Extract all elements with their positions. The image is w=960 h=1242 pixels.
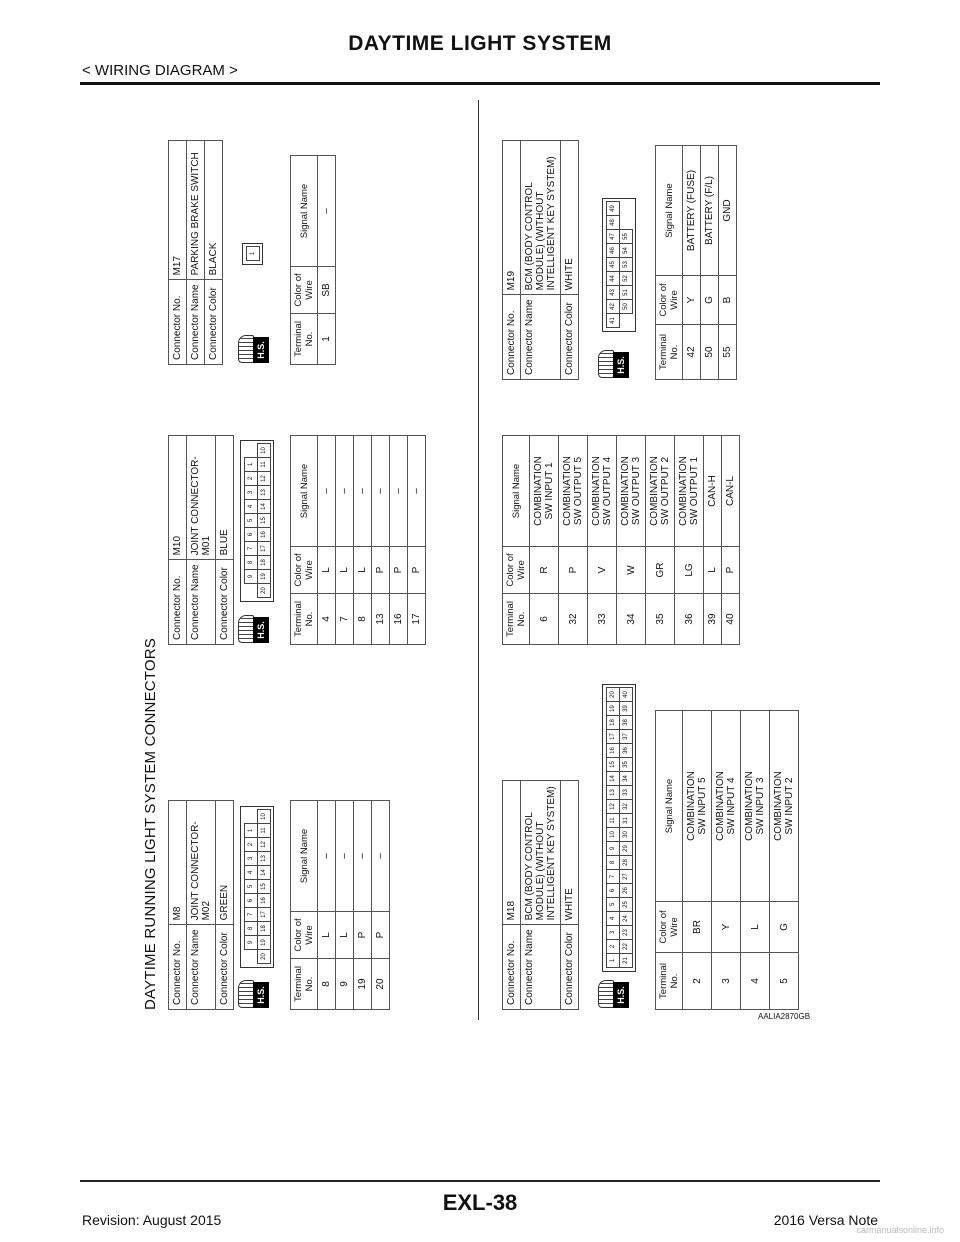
connector-m19-block	[502, 140, 579, 380]
wire-color-cell: P	[408, 547, 426, 594]
terminal-row	[719, 146, 737, 380]
wire-color-cell: L	[354, 547, 372, 594]
terminal-row	[408, 436, 426, 645]
terminal-no-cell: 16	[390, 594, 408, 645]
m10-name: JOINT CONNECTOR-M01	[187, 436, 216, 560]
label-connector-name: Connector Name	[187, 925, 216, 1010]
connector-pin: 3	[606, 925, 620, 940]
connector-pin: 25	[619, 897, 633, 912]
connector-pin: 21	[619, 953, 633, 968]
connector-pin: 7	[606, 869, 620, 884]
connector-pin: 1	[246, 246, 260, 261]
connector-pin: 10	[257, 443, 271, 458]
connector-pin: 40	[619, 687, 633, 702]
th-signal-name: Signal Name	[656, 711, 683, 902]
connector-pin: 54	[619, 243, 633, 258]
th-terminal-no: Terminal No.	[503, 594, 530, 645]
connector-pin: 6	[244, 893, 258, 908]
wire-color-cell: P	[559, 547, 588, 594]
connector-pin: 14	[606, 771, 620, 786]
connector-pin: 15	[257, 879, 271, 894]
wire-color-cell: P	[390, 547, 408, 594]
hs-icon: H.S.	[598, 982, 630, 1008]
terminal-row	[741, 711, 770, 1010]
connector-pin: 16	[257, 527, 271, 542]
terminal-row	[770, 711, 799, 1010]
signal-name-cell: –	[318, 801, 336, 912]
connector-pin: 4	[244, 865, 258, 880]
signal-name-cell: COMBINATION SW OUTPUT 4	[588, 436, 617, 547]
connector-pin: 33	[619, 785, 633, 800]
th-color-of-wire: Color of Wire	[656, 276, 683, 325]
connector-pin: 1	[606, 953, 620, 968]
connector-pin: 38	[619, 715, 633, 730]
terminal-no-cell: 5	[770, 953, 799, 1010]
connector-pin: 34	[619, 771, 633, 786]
connector-pin: 8	[606, 855, 620, 870]
connector-pin: 39	[619, 701, 633, 716]
wire-color-cell: L	[318, 547, 336, 594]
connector-pin: 24	[619, 911, 633, 926]
wire-color-cell: SB	[318, 267, 336, 314]
terminal-no-cell: 50	[701, 325, 719, 380]
label-connector-name: Connector Name	[521, 925, 561, 1010]
m10-no: M10	[169, 436, 187, 560]
rotated-diagram-sheet	[140, 100, 880, 1020]
th-signal-name: Signal Name	[291, 156, 318, 267]
signal-name-cell: COMBINATION SW OUTPUT 5	[559, 436, 588, 547]
terminal-row	[336, 801, 354, 1010]
connector-pin: 45	[606, 257, 620, 272]
terminal-row	[588, 436, 617, 645]
connector-pin: 47	[606, 229, 620, 244]
terminal-no-cell: 20	[372, 959, 390, 1010]
connector-pin: 9	[244, 935, 258, 950]
connector-pin: 12	[606, 799, 620, 814]
terminal-no-cell: 4	[741, 953, 770, 1010]
connector-pin: 12	[257, 837, 271, 852]
wire-color-cell: L	[741, 902, 770, 953]
connector-pin: 36	[619, 743, 633, 758]
signal-name-cell: –	[372, 801, 390, 912]
wire-color-cell: Y	[712, 902, 741, 953]
label-connector-color: Connector Color	[216, 925, 234, 1010]
connector-pin: 49	[606, 201, 620, 216]
connector-pin: 29	[619, 841, 633, 856]
m8-pin-face	[240, 806, 274, 968]
terminal-row	[646, 436, 675, 645]
label-connector-name: Connector Name	[521, 295, 561, 380]
terminal-no-cell: 8	[354, 594, 372, 645]
signal-name-cell: COMBINATION SW OUTPUT 1	[675, 436, 704, 547]
wire-color-cell: P	[372, 912, 390, 959]
th-terminal-no: Terminal No.	[291, 594, 318, 645]
th-terminal-no: Terminal No.	[656, 953, 683, 1010]
terminal-no-cell: 7	[336, 594, 354, 645]
terminal-no-cell: 55	[719, 325, 737, 380]
wire-color-cell: W	[617, 547, 646, 594]
th-terminal-no: Terminal No.	[656, 325, 683, 380]
m18-pin-face	[602, 684, 636, 972]
watermark: carmanualsonline.info	[856, 1225, 944, 1235]
label-connector-no: Connector No.	[169, 280, 187, 365]
label-connector-color: Connector Color	[216, 560, 234, 645]
wire-color-cell: R	[530, 547, 559, 594]
signal-name-cell: –	[318, 436, 336, 547]
signal-name-cell: –	[336, 436, 354, 547]
connector-pin: 23	[619, 925, 633, 940]
m8-no: M8	[169, 801, 187, 925]
th-signal-name: Signal Name	[291, 436, 318, 547]
m18-no: M18	[503, 781, 521, 925]
connector-pin: 6	[606, 883, 620, 898]
terminal-row	[354, 436, 372, 645]
m10-terminal-table	[290, 435, 426, 645]
connector-pin: 11	[606, 813, 620, 828]
connector-pin: 7	[244, 541, 258, 556]
signal-name-cell: BATTERY (F/L)	[701, 146, 719, 276]
wire-color-cell: V	[588, 547, 617, 594]
connector-pin: 2	[244, 471, 258, 486]
page-number: EXL-38	[442, 1190, 518, 1215]
connector-pin: 17	[257, 907, 271, 922]
signal-name-cell: –	[372, 436, 390, 547]
connector-pin: 4	[606, 911, 620, 926]
terminal-no-cell: 2	[683, 953, 712, 1010]
connector-pin: 16	[257, 893, 271, 908]
connector-pin: 19	[257, 935, 271, 950]
m17-terminal-table	[290, 155, 336, 365]
signal-name-cell: –	[354, 801, 372, 912]
terminal-no-cell: 36	[675, 594, 704, 645]
m18-info-table	[502, 780, 579, 1010]
connector-pin: 19	[257, 569, 271, 584]
connector-pin: 5	[244, 513, 258, 528]
terminal-row	[559, 436, 588, 645]
m10-color: BLUE	[216, 436, 234, 560]
terminal-row	[683, 711, 712, 1010]
terminal-no-cell: 8	[318, 959, 336, 1010]
header-rule	[80, 82, 880, 85]
wire-color-cell: P	[354, 912, 372, 959]
connector-pin: 13	[606, 785, 620, 800]
connector-pin: 27	[619, 869, 633, 884]
connector-pin: 3	[244, 851, 258, 866]
connector-pin: 12	[257, 471, 271, 486]
connector-pin: 42	[606, 299, 620, 314]
connector-pin: 9	[606, 841, 620, 856]
connector-pin: 14	[257, 865, 271, 880]
footer-rule	[80, 1180, 880, 1182]
connector-pin: 11	[257, 823, 271, 838]
terminal-no-cell: 17	[408, 594, 426, 645]
connector-pin: 30	[619, 827, 633, 842]
revision-date: Revision: August 2015	[82, 1212, 222, 1228]
th-color-of-wire: Color of Wire	[291, 547, 318, 594]
signal-name-cell: COMBINATION SW INPUT 2	[770, 711, 799, 902]
terminal-row	[530, 436, 559, 645]
th-signal-name: Signal Name	[503, 436, 530, 547]
signal-name-cell: COMBINATION SW INPUT 1	[530, 436, 559, 547]
connector-pin: 53	[619, 257, 633, 272]
terminal-row	[372, 436, 390, 645]
connector-pin: 52	[619, 271, 633, 286]
connector-pin: 3	[244, 485, 258, 500]
terminal-no-cell: 34	[617, 594, 646, 645]
wire-color-cell: L	[318, 912, 336, 959]
connector-pin: 9	[244, 569, 258, 584]
terminal-no-cell: 3	[712, 953, 741, 1010]
connector-pin: 55	[619, 229, 633, 244]
connector-pin: 37	[619, 729, 633, 744]
wire-color-cell: L	[704, 547, 722, 594]
m8-color: GREEN	[216, 801, 234, 925]
connector-pin: 17	[606, 729, 620, 744]
connector-pin: 48	[606, 215, 620, 230]
m18-terminal-table-part1	[655, 710, 799, 1010]
signal-name-cell: COMBINATION SW OUTPUT 2	[646, 436, 675, 547]
terminal-row	[354, 801, 372, 1010]
wire-color-cell: Y	[683, 276, 701, 325]
terminal-no-cell: 32	[559, 594, 588, 645]
diagram-code: AALIA2870GB	[758, 1012, 811, 1021]
connector-pin: 14	[257, 499, 271, 514]
connector-pin: 10	[606, 827, 620, 842]
connector-pin: 16	[606, 743, 620, 758]
wire-color-cell: LG	[675, 547, 704, 594]
terminal-no-cell: 42	[683, 325, 701, 380]
label-connector-no: Connector No.	[169, 560, 187, 645]
m8-terminal-table	[290, 800, 390, 1010]
terminal-row	[722, 436, 740, 645]
connector-pin: 18	[257, 555, 271, 570]
connector-pin: 35	[619, 757, 633, 772]
th-color-of-wire: Color of Wire	[656, 902, 683, 953]
m10-pin-face	[240, 440, 274, 602]
terminal-row	[318, 801, 336, 1010]
terminal-row	[683, 146, 701, 380]
m19-pin-face	[602, 198, 636, 332]
connector-pin: 41	[606, 313, 620, 328]
m8-info-table	[168, 800, 234, 1010]
m17-color: BLACK	[205, 141, 223, 280]
connector-pin: 28	[619, 855, 633, 870]
wire-color-cell: B	[719, 276, 737, 325]
terminal-row	[372, 801, 390, 1010]
wire-color-cell: BR	[683, 902, 712, 953]
signal-name-cell: –	[408, 436, 426, 547]
connector-pin: 22	[619, 939, 633, 954]
label-connector-color: Connector Color	[205, 280, 223, 365]
terminal-no-cell: 39	[704, 594, 722, 645]
terminal-no-cell: 4	[318, 594, 336, 645]
signal-name-cell: COMBINATION SW INPUT 5	[683, 711, 712, 902]
connector-pin: 1	[244, 457, 258, 472]
connector-m8-block	[168, 800, 234, 1010]
connector-pin: 20	[257, 583, 271, 598]
terminal-row	[336, 436, 354, 645]
label-connector-no: Connector No.	[503, 925, 521, 1010]
hs-icon: H.S.	[238, 337, 270, 363]
connector-pin: 4	[244, 499, 258, 514]
label-connector-name: Connector Name	[187, 280, 205, 365]
th-terminal-no: Terminal No.	[291, 959, 318, 1010]
m19-info-table	[502, 140, 579, 380]
signal-name-cell: –	[354, 436, 372, 547]
connector-pin: 6	[244, 527, 258, 542]
connector-pin: 46	[606, 243, 620, 258]
terminal-row	[712, 711, 741, 1010]
hs-icon: H.S.	[598, 352, 630, 378]
diagram-title: DAYTIME RUNNING LIGHT SYSTEM CONNECTORS	[142, 637, 159, 1010]
terminal-row	[704, 436, 722, 645]
wire-color-cell: GR	[646, 547, 675, 594]
terminal-row	[390, 436, 408, 645]
wire-color-cell: G	[701, 276, 719, 325]
m17-pin-face	[242, 243, 263, 265]
connector-pin: 20	[606, 687, 620, 702]
m19-no: M19	[503, 141, 521, 295]
connector-pin: 1	[244, 823, 258, 838]
connector-pin: 17	[257, 541, 271, 556]
terminal-no-cell: 35	[646, 594, 675, 645]
terminal-row	[701, 146, 719, 380]
connector-pin: 8	[244, 555, 258, 570]
connector-pin: 44	[606, 271, 620, 286]
th-color-of-wire: Color of Wire	[503, 547, 530, 594]
signal-name-cell: COMBINATION SW INPUT 3	[741, 711, 770, 902]
connector-pin: 8	[244, 921, 258, 936]
terminal-no-cell: 1	[318, 314, 336, 365]
signal-name-cell: GND	[719, 146, 737, 276]
connector-pin: 11	[257, 457, 271, 472]
signal-name-cell: BATTERY (FUSE)	[683, 146, 701, 276]
label-connector-color: Connector Color	[561, 925, 579, 1010]
label-connector-no: Connector No.	[503, 295, 521, 380]
connector-pin: 51	[619, 285, 633, 300]
connector-pin: 15	[606, 757, 620, 772]
th-signal-name: Signal Name	[291, 801, 318, 912]
connector-pin: 7	[244, 907, 258, 922]
th-color-of-wire: Color of Wire	[291, 267, 318, 314]
m18-terminal-table-part2	[502, 435, 740, 645]
label-connector-color: Connector Color	[561, 295, 579, 380]
terminal-row	[318, 436, 336, 645]
connector-pin: 13	[257, 485, 271, 500]
th-signal-name: Signal Name	[656, 146, 683, 276]
connector-pin: 20	[257, 949, 271, 964]
terminal-no-cell: 40	[722, 594, 740, 645]
connector-m18-block	[502, 780, 579, 1010]
m19-name: BCM (BODY CONTROL MODULE) (WITHOUT INTELLIGENT KEY SYSTEM)	[521, 141, 561, 295]
terminal-row	[617, 436, 646, 645]
connector-pin: 26	[619, 883, 633, 898]
terminal-no-cell: 33	[588, 594, 617, 645]
th-color-of-wire: Color of Wire	[291, 912, 318, 959]
connector-pin: 18	[257, 921, 271, 936]
connector-pin: 50	[619, 299, 633, 314]
terminal-no-cell: 9	[336, 959, 354, 1010]
connector-pin: 10	[257, 809, 271, 824]
connector-pin: 5	[244, 879, 258, 894]
connector-pin: 13	[257, 851, 271, 866]
connector-pin: 43	[606, 285, 620, 300]
terminal-row	[675, 436, 704, 645]
label-connector-no: Connector No.	[169, 925, 187, 1010]
connector-pin: 5	[606, 897, 620, 912]
connector-m17-block	[168, 140, 223, 365]
signal-name-cell: –	[336, 801, 354, 912]
connector-pin: 32	[619, 799, 633, 814]
signal-name-cell: CAN-L	[722, 436, 740, 547]
section-subtitle: < WIRING DIAGRAM >	[82, 62, 238, 79]
m17-info-table	[168, 140, 223, 365]
wire-color-cell: G	[770, 902, 799, 953]
connector-pin: 2	[244, 837, 258, 852]
signal-name-cell: COMBINATION SW OUTPUT 3	[617, 436, 646, 547]
th-terminal-no: Terminal No.	[291, 314, 318, 365]
wire-color-cell: L	[336, 912, 354, 959]
connector-pin: 15	[257, 513, 271, 528]
signal-name-cell: –	[390, 436, 408, 547]
m17-name: PARKING BRAKE SWITCH	[187, 141, 205, 280]
signal-name-cell: COMBINATION SW INPUT 4	[712, 711, 741, 902]
hs-icon: H.S.	[238, 982, 270, 1008]
wire-color-cell: L	[336, 547, 354, 594]
connector-pin: 31	[619, 813, 633, 828]
m8-name: JOINT CONNECTOR-M02	[187, 801, 216, 925]
signal-name-cell: CAN-H	[704, 436, 722, 547]
connector-m10-block	[168, 435, 234, 645]
m19-color: WHITE	[561, 141, 579, 295]
terminal-no-cell: 6	[530, 594, 559, 645]
wire-color-cell: P	[722, 547, 740, 594]
m19-terminal-table	[655, 145, 737, 380]
connector-pin: 2	[606, 939, 620, 954]
m18-color: WHITE	[561, 781, 579, 925]
hs-icon: H.S.	[238, 617, 270, 643]
connector-pin: 19	[606, 701, 620, 716]
m10-info-table	[168, 435, 234, 645]
page-title: DAYTIME LIGHT SYSTEM	[348, 32, 612, 55]
terminal-row	[318, 156, 336, 365]
connector-pin: 18	[606, 715, 620, 730]
m17-no: M17	[169, 141, 187, 280]
signal-name-cell: –	[318, 156, 336, 267]
vehicle-model: 2016 Versa Note	[773, 1212, 878, 1228]
terminal-no-cell: 19	[354, 959, 372, 1010]
wire-color-cell: P	[372, 547, 390, 594]
m18-name: BCM (BODY CONTROL MODULE) (WITHOUT INTELLIGENT KEY SYSTEM)	[521, 781, 561, 925]
terminal-no-cell: 13	[372, 594, 390, 645]
label-connector-name: Connector Name	[187, 560, 216, 645]
